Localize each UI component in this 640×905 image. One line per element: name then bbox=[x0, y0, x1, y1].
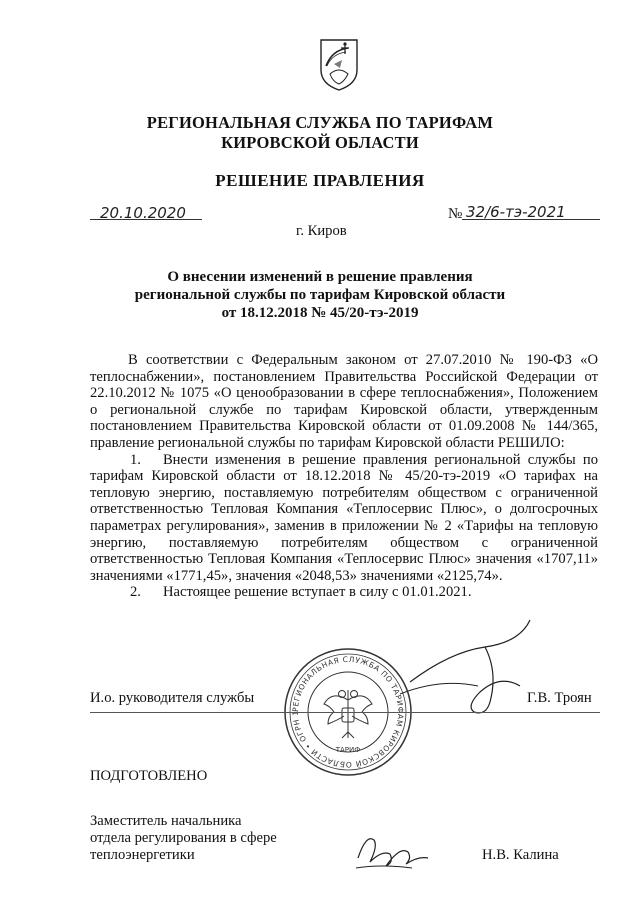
item-2-paragraph bbox=[90, 584, 598, 601]
prepared-position-line3: теплоэнергетики bbox=[90, 847, 195, 863]
prepared-position-line2: отдела регулирования в сфере bbox=[90, 830, 277, 846]
decision-number: 32/6-тэ-2021 bbox=[466, 203, 566, 221]
item-1-number: 1. bbox=[130, 451, 141, 468]
decision-date: 20.10.2020 bbox=[100, 204, 186, 222]
subject-line3: от 18.12.2018 № 45/20-тэ-2019 bbox=[221, 305, 419, 321]
subject-line2: региональной службы по тарифам Кировской области bbox=[134, 287, 506, 303]
decision-body bbox=[90, 352, 598, 601]
org-name-line2: КИРОВСКОЙ ОБЛАСТИ bbox=[221, 133, 419, 152]
item-2-number: 2. bbox=[130, 584, 141, 601]
stamp-center-text: ТАРИФ bbox=[335, 746, 361, 754]
document-type-title: РЕШЕНИЕ ПРАВЛЕНИЯ bbox=[215, 171, 425, 190]
prepared-signature-scribble bbox=[352, 828, 432, 874]
signatory-name: Г.В. Троян bbox=[527, 690, 592, 706]
number-underline bbox=[462, 219, 600, 220]
prepared-name: Н.В. Калина bbox=[482, 847, 559, 863]
item-2-text: Настоящее решение вступает в силу с 01.01.2021. bbox=[162, 584, 472, 601]
prepared-label: ПОДГОТОВЛЕНО bbox=[90, 768, 208, 784]
signature-divider bbox=[90, 712, 600, 713]
subject-line1: О внесении изменений в решение правления bbox=[167, 269, 473, 285]
signatory-position: И.о. руководителя службы bbox=[90, 690, 255, 706]
number-sign: № bbox=[448, 206, 463, 222]
org-name-line1: РЕГИОНАЛЬНАЯ СЛУЖБА ПО ТАРИФАМ bbox=[146, 113, 494, 132]
stamp-ring-text: РЕГИОНАЛЬНАЯ СЛУЖБА ПО ТАРИФАМ КИРОВСКОЙ ОБЛАСТИ • ОГРН 1 bbox=[290, 654, 406, 770]
item-1-text: Внести изменения в решение правления региональной службы по тарифам Кировской области от 18.12.2018 № 45/20-тэ-2019 «О тарифах на тепловую энергию, поставляемую потребителям обществом с ограниченной ответственностью Тепловая Компания «Теплосервис Плюс», о долгосрочных параметрах регулирования», заменив в приложении № 2 «Тарифы на тепловую энергию, поставляемую потребителям обществом с ограниченной ответственностью Тепловая Компания «Теплосервис Плюс» значения «1707,11» значениями «1771,45», значения «2048,53» значениями «2125,74». bbox=[90, 451, 598, 584]
coat-of-arms-emblem bbox=[318, 36, 360, 92]
prepared-position-line1: Заместитель начальника bbox=[90, 813, 242, 829]
item-1-paragraph bbox=[90, 452, 598, 585]
city: г. Киров bbox=[296, 223, 347, 239]
date-underline bbox=[90, 219, 202, 220]
preamble-paragraph: В соответствии с Федеральным законом от 27.07.2010 № 190-ФЗ «О теплоснабжении», постановлением Правительства Российской Федерации от 22.10.2012 № 1075 «О ценообразовании в сфере теплоснабжения», Положением о региональной службе по тарифам Кировской области, утвержденным постановлением Правительства Кировской области от 01.09.2008 № 144/365, правление региональной службы по тарифам Кировской области РЕШИЛО: bbox=[90, 352, 598, 451]
